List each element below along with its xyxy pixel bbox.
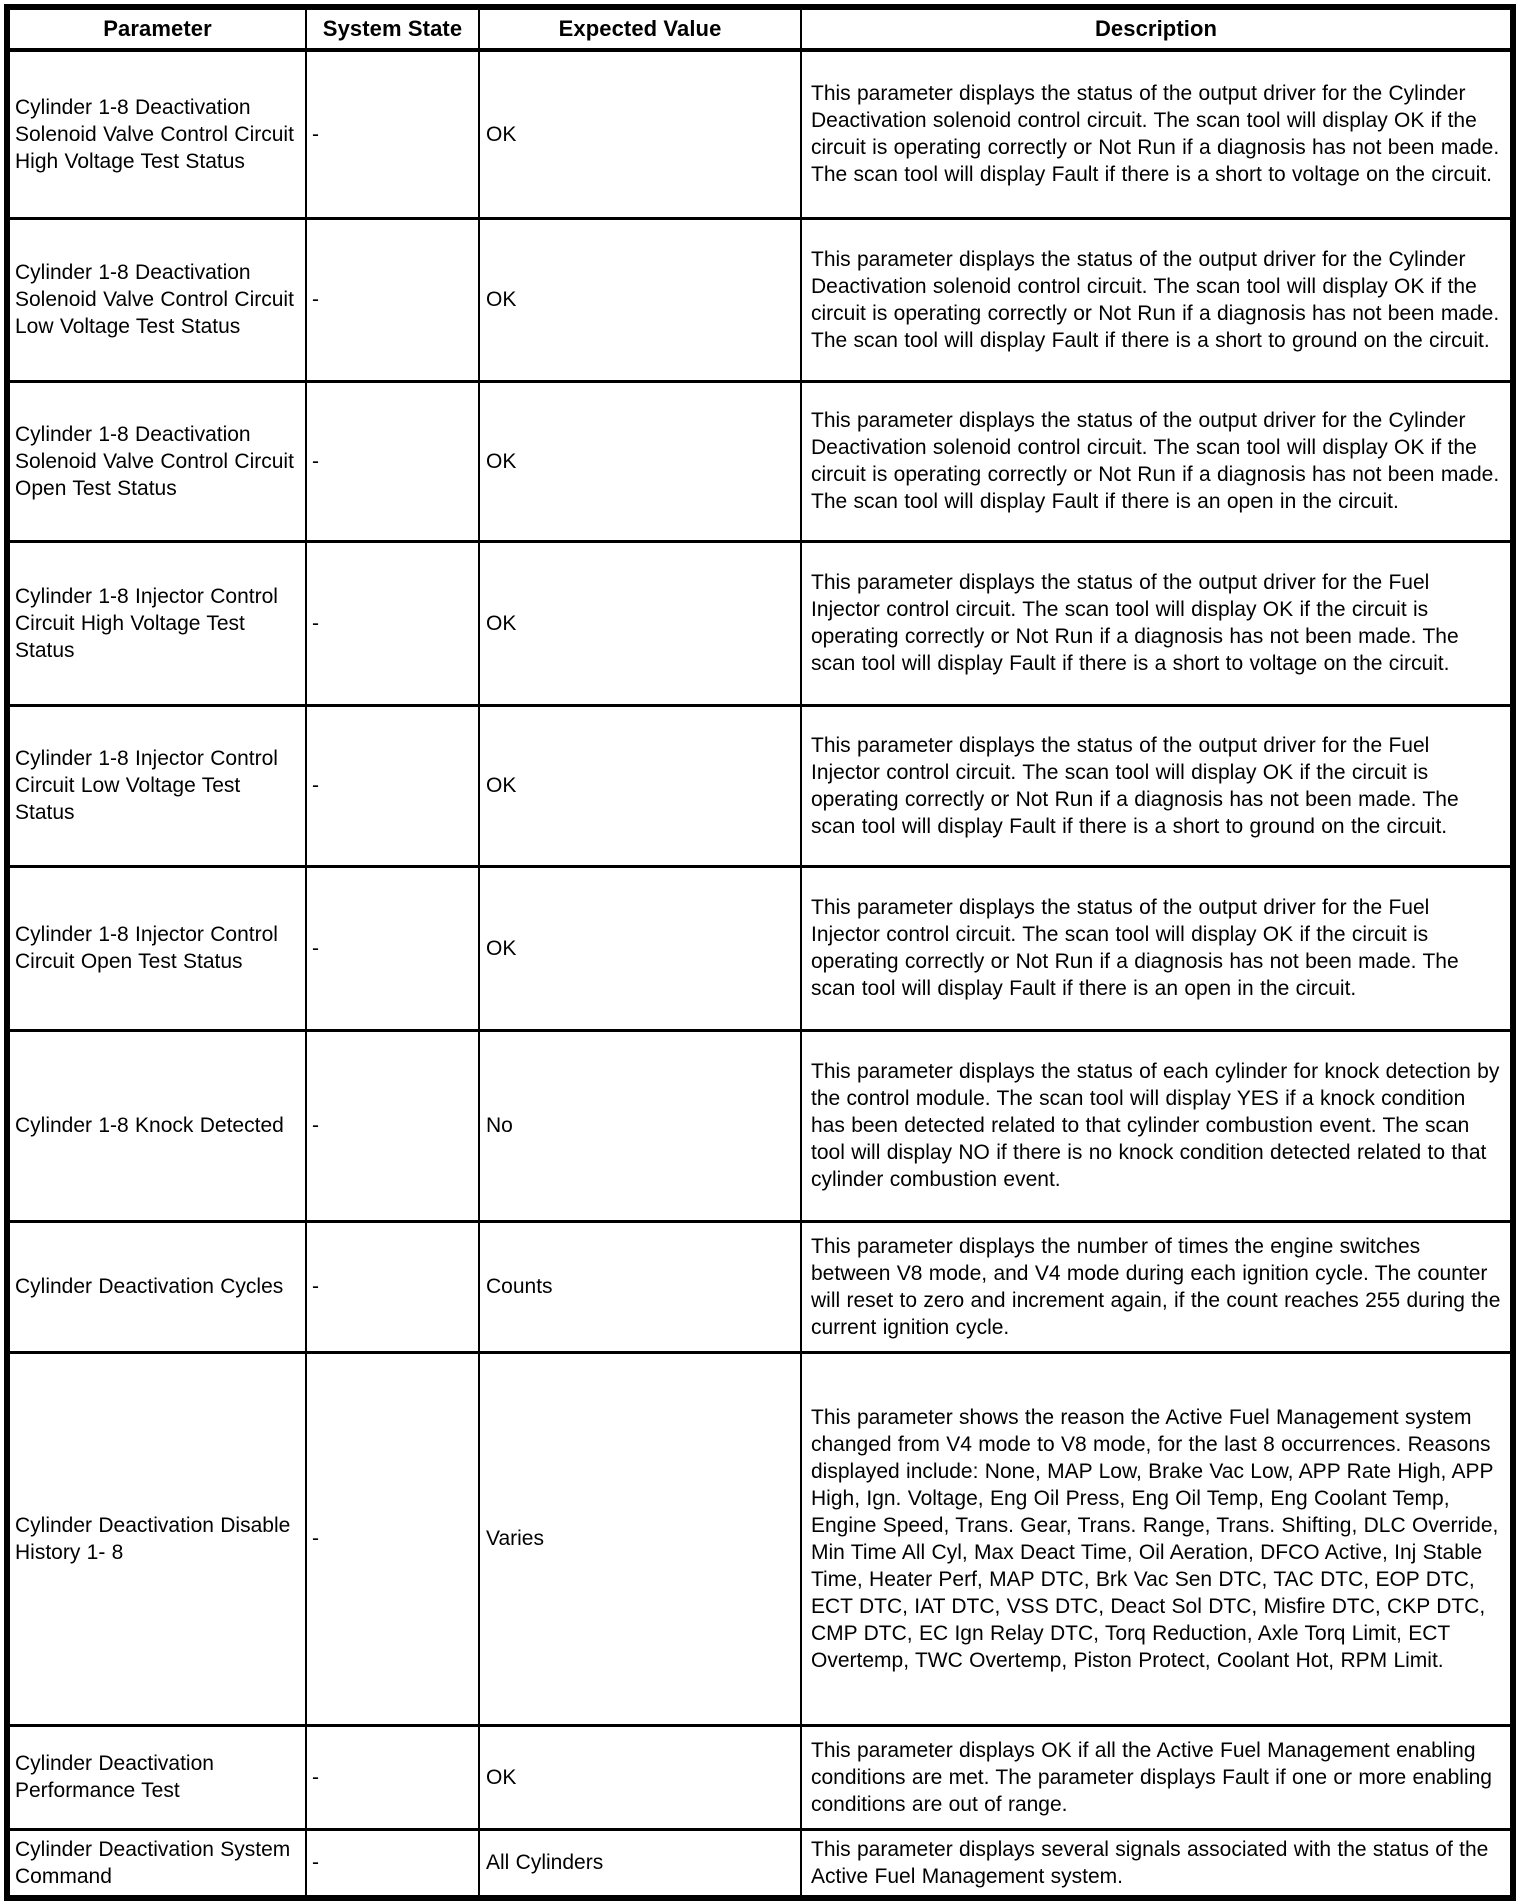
description-cell: This parameter displays the status of the output driver for the Fuel Injector control circuit. The scan tool will display OK if the circuit is operating correctly or Not Run if a diagnosis has not been made. The scan tool will display Fault if there is an open in the circuit. — [801, 866, 1513, 1030]
expected-value-cell: OK — [479, 1725, 801, 1829]
system-state-cell: - — [306, 1221, 479, 1352]
table-body — [7, 50, 1513, 1898]
table-row — [7, 1829, 1513, 1898]
column-header-description: Description — [801, 7, 1513, 50]
description-cell: This parameter displays the number of times the engine switches between V8 mode, and V4 mode during each ignition cycle. The counter will reset to zero and increment again, if the count reaches 255 during the current ignition cycle. — [801, 1221, 1513, 1352]
description-cell: This parameter displays OK if all the Active Fuel Management enabling conditions are met. The parameter displays Fault if one or more enabling conditions are out of range. — [801, 1725, 1513, 1829]
expected-value-cell: Counts — [479, 1221, 801, 1352]
table-row — [7, 1352, 1513, 1725]
system-state-cell: - — [306, 705, 479, 866]
system-state-cell: - — [306, 1352, 479, 1725]
expected-value-cell: No — [479, 1030, 801, 1221]
description-cell: This parameter displays the status of the output driver for the Cylinder Deactivation solenoid control circuit. The scan tool will display OK if the circuit is operating correctly or Not Run if a diagnosis has not been made. The scan tool will display Fault if there is an open in the circuit. — [801, 381, 1513, 541]
expected-value-cell: OK — [479, 866, 801, 1030]
parameter-cell: Cylinder Deactivation Performance Test — [7, 1725, 306, 1829]
parameter-cell: Cylinder 1-8 Deactivation Solenoid Valve Control Circuit Low Voltage Test Status — [7, 218, 306, 381]
parameter-cell: Cylinder Deactivation Disable History 1- 8 — [7, 1352, 306, 1725]
parameter-cell: Cylinder 1-8 Injector Control Circuit High Voltage Test Status — [7, 541, 306, 705]
table-row — [7, 705, 1513, 866]
column-header-parameter: Parameter — [7, 7, 306, 50]
parameter-cell: Cylinder 1-8 Deactivation Solenoid Valve Control Circuit High Voltage Test Status — [7, 50, 306, 218]
description-cell: This parameter displays the status of the output driver for the Fuel Injector control circuit. The scan tool will display OK if the circuit is operating correctly or Not Run if a diagnosis has not been made. The scan tool will display Fault if there is a short to ground on the circuit. — [801, 705, 1513, 866]
parameter-cell: Cylinder 1-8 Knock Detected — [7, 1030, 306, 1221]
table-row — [7, 1221, 1513, 1352]
system-state-cell: - — [306, 381, 479, 541]
parameter-cell: Cylinder Deactivation Cycles — [7, 1221, 306, 1352]
parameter-cell: Cylinder Deactivation System Command — [7, 1829, 306, 1898]
parameter-cell: Cylinder 1-8 Injector Control Circuit Open Test Status — [7, 866, 306, 1030]
expected-value-cell: Varies — [479, 1352, 801, 1725]
expected-value-cell: OK — [479, 381, 801, 541]
system-state-cell: - — [306, 50, 479, 218]
description-cell: This parameter displays the status of each cylinder for knock detection by the control module. The scan tool will display YES if a knock condition has been detected related to that cylinder combustion event. The scan tool will display NO if there is no knock condition detected related to that cylinder combustion event. — [801, 1030, 1513, 1221]
description-cell: This parameter shows the reason the Active Fuel Management system changed from V4 mode to V8 mode, for the last 8 occurrences. Reasons displayed include: None, MAP Low, Brake Vac Low, APP Rate High, APP High, Ign. Voltage, Eng Oil Press, Eng Oil Temp, Eng Coolant Temp, Engine Speed, Trans. Gear, Trans. Range, Trans. Shifting, DLC Override, Min Time All Cyl, Max Deact Time, Oil Aeration, DFCO Active, Inj Stable Time, Heater Perf, MAP DTC, Brk Vac Sen DTC, TAC DTC, EOP DTC, ECT DTC, IAT DTC, VSS DTC, Deact Sol DTC, Misfire DTC, CKP DTC, CMP DTC, EC Ign Relay DTC, Torq Reduction, Axle Torq Limit, ECT Overtemp, TWC Overtemp, Piston Protect, Coolant Hot, RPM Limit. — [801, 1352, 1513, 1725]
parameter-cell: Cylinder 1-8 Injector Control Circuit Low Voltage Test Status — [7, 705, 306, 866]
parameter-cell: Cylinder 1-8 Deactivation Solenoid Valve Control Circuit Open Test Status — [7, 381, 306, 541]
description-cell: This parameter displays several signals associated with the status of the Active Fuel Management system. — [801, 1829, 1513, 1898]
system-state-cell: - — [306, 1030, 479, 1221]
description-cell: This parameter displays the status of the output driver for the Cylinder Deactivation solenoid control circuit. The scan tool will display OK if the circuit is operating correctly or Not Run if a diagnosis has not been made. The scan tool will display Fault if there is a short to voltage on the circuit. — [801, 50, 1513, 218]
table-row — [7, 50, 1513, 218]
system-state-cell: - — [306, 1725, 479, 1829]
table-row — [7, 1725, 1513, 1829]
description-cell: This parameter displays the status of the output driver for the Fuel Injector control circuit. The scan tool will display OK if the circuit is operating correctly or Not Run if a diagnosis has not been made. The scan tool will display Fault if there is a short to voltage on the circuit. — [801, 541, 1513, 705]
system-state-cell: - — [306, 1829, 479, 1898]
description-cell: This parameter displays the status of the output driver for the Cylinder Deactivation solenoid control circuit. The scan tool will display OK if the circuit is operating correctly or Not Run if a diagnosis has not been made. The scan tool will display Fault if there is a short to ground on the circuit. — [801, 218, 1513, 381]
expected-value-cell: OK — [479, 50, 801, 218]
column-header-system-state: System State — [306, 7, 479, 50]
table-row — [7, 866, 1513, 1030]
table-row — [7, 218, 1513, 381]
expected-value-cell: OK — [479, 541, 801, 705]
table-row — [7, 1030, 1513, 1221]
parameter-table — [4, 4, 1516, 1901]
table-row — [7, 381, 1513, 541]
expected-value-cell: OK — [479, 218, 801, 381]
column-header-expected-value: Expected Value — [479, 7, 801, 50]
system-state-cell: - — [306, 866, 479, 1030]
system-state-cell: - — [306, 218, 479, 381]
table-row — [7, 541, 1513, 705]
system-state-cell: - — [306, 541, 479, 705]
expected-value-cell: All Cylinders — [479, 1829, 801, 1898]
expected-value-cell: OK — [479, 705, 801, 866]
table-header-row — [7, 7, 1513, 50]
